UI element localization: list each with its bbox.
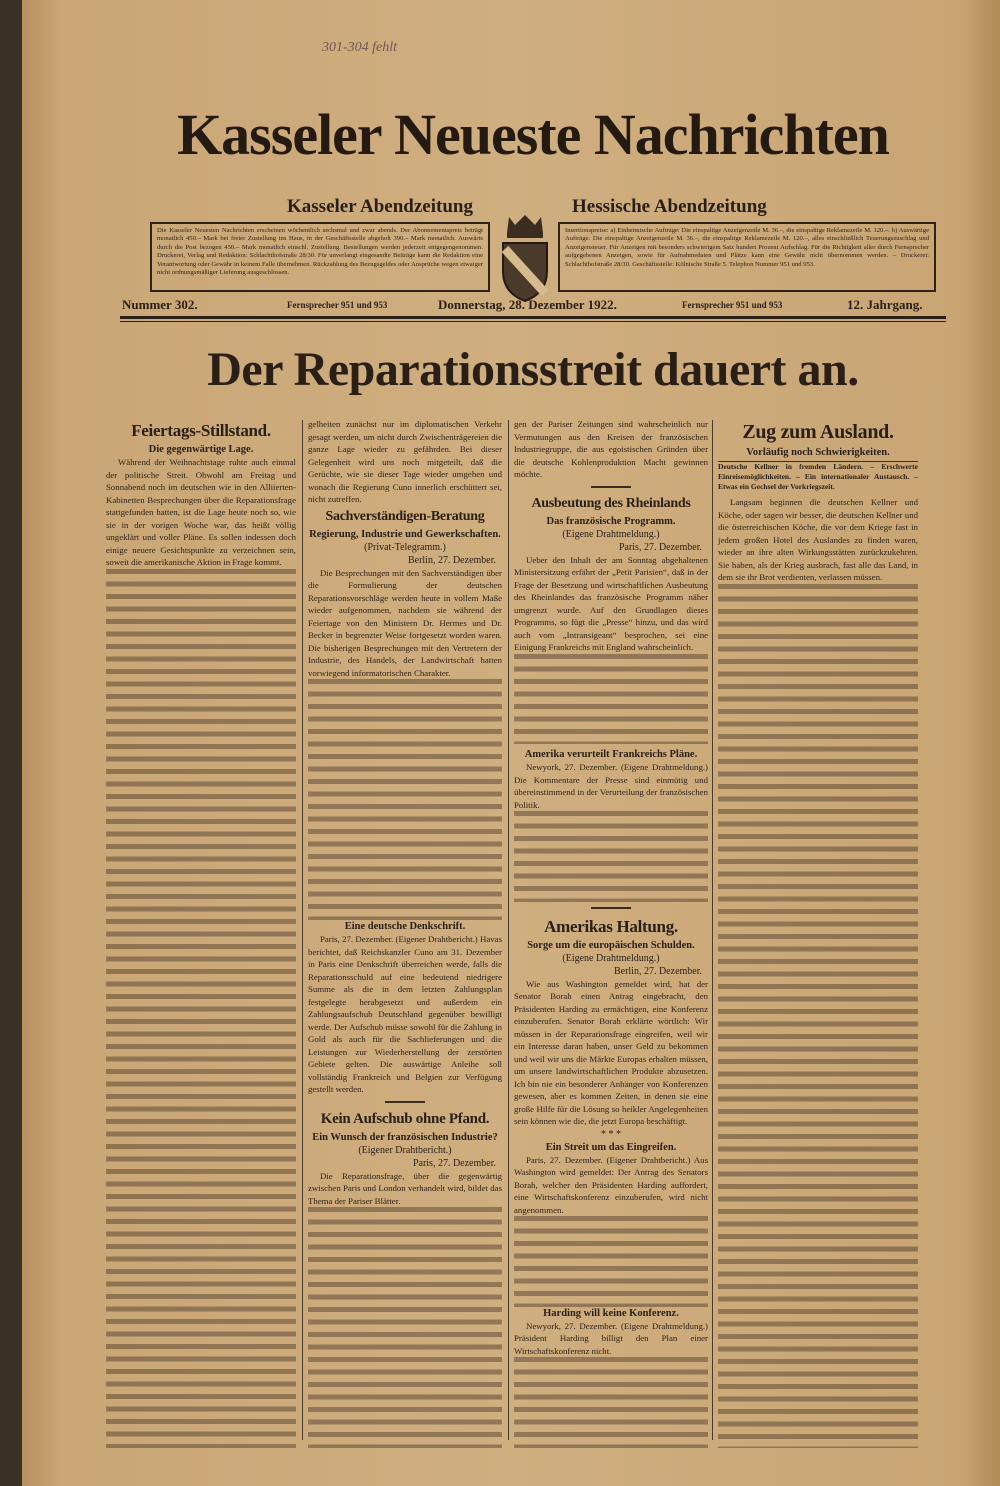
volume: 12. Jahrgang. [847,297,923,312]
issue-number: Nummer 302. [122,297,198,312]
article-source: (Eigene Drahtmeldung.) [562,528,660,540]
article-subtitle: Sorge um die europäischen Schulden. [527,939,695,951]
column-1 [106,418,296,1448]
article-dateline: Paris, 27. Dezember. [412,1157,496,1169]
phone-right: Fernsprecher 951 und 953 [682,300,783,310]
column-divider [508,420,509,1440]
article-title: Zug zum Ausland. [742,421,894,443]
article-body: gelheiten zunächst nur im diplomatischen Verkehr gesagt werden, um nicht durch Zwischenträgereien die ganze Lage wieder zu gefährden. Bei dieser Gelegenheit wird uns noch mitgeteilt, daß die Gerüchte, wie sie dieser Tage wieder umgehen und wonach die Regierung Cuno innerlich erschüttert sei, nicht zutreffen. [308,419,502,504]
article-body: Während der Weihnachtstage ruhte auch einmal der politische Streit. Obwohl am Freitag und Sonnabend noch im deutschen wie in den Alliierten-Kabinetten Besprechungen über die Reparationsfrage stattgefunden hatten, ist die Lage heute noch so, wie sie in der vorigen Woche war, das heißt völlig ungeklärt und voller Pläne. Es sollen indessen doch einige neuere Gesichtspunkte zu verzeichnen sein, soweit die amerikanische Aktion in Frage kommt. [106,457,296,567]
article-source: (Eigene Drahtmeldung.) [562,952,660,964]
article-title: Ausbeutung des Rheinlands [531,495,691,511]
article-title: Amerika verurteilt Frankreichs Pläne. [524,749,698,761]
article-body-continued [514,811,708,902]
column-2 [308,418,502,1448]
article-body: Newyork, 27. Dezember. (Eigene Drahtmeldung.) Die Kommentare der Presse sind einmütig und übereinstimmend in der Verurteilung der französischen Politik. [514,762,708,810]
column-4 [718,418,918,1448]
article-subtitle: Die gegenwärtige Lage. [148,444,254,455]
article-body-continued [106,569,296,1449]
coat-of-arms-icon [497,213,553,303]
masthead-rule [120,316,946,319]
column-divider [302,420,303,1440]
separator [591,907,631,909]
article-body: Langsam beginnen die deutschen Kellner und Köche, oder sagen wir besser, die deutschen Kellner und die österreichischen Köche, die vor dem Kriege fast in jedem großen Hotel des Auslandes zu finden waren, wieder an ihre alten Wirkungsstätten zurückzukehren. Sie haben, als der Krieg ausbrach, fast alle das Land, in dem sie ihr Brot verdienten, verlassen müssen. [718,497,918,582]
article-body: Die Besprechungen mit den Sachverständigen über die Formulierung der deutschen Reparationsvorschläge werden heute in vollem Maße wieder aufgenommen, nachdem sie während der Feiertage von den Ministern Dr. Hermes und Dr. Becker in begrenzter Weise fortgesetzt worden waren. Die bisherigen Besprechungen mit den Vertretern der Industrie, des Handels, der Landwirtschaft hatten vorwiegend informatorischen Charakter. [308,567,502,678]
article-body-continued [718,584,918,1449]
article-body-continued [308,1207,502,1448]
article-body: Wie aus Washington gemeldet wird, hat der Senator Borah einen Antrag eingebracht, den Präsidenten Harding zu ermächtigen, eine Konferenz einzuberufen. Senator Borah erklärte wörtlich: Wir müssen in der Reparationsfrage eingreifen, weil wir ein Interesse daran haben, unser Geld zu bekommen und weil wir uns die Märkte Europas erhalten müssen, um unsere landwirtschaftlichen Produkte abzusetzen. Ich bin nie ein besonderer Anhänger von Konferenzen gewesen, aber es kommen Zeiten, in denen sie eine große Hilfe für die Lösung so heikler Angelegenheiten sein können wie die, die jetzt Europa beschäftigt. [514,978,708,1127]
subscription-info-box: Die Kasseler Neuesten Nachrichten erscheinen wöchentlich sechsmal und zwar abends. Der Abonnementspreis beträgt monatlich 450.– Mark bei freier Zustellung ins Haus, in der Geschäftsstelle abgeholt 390.– Mark monatlich. Auswärts durch die Post bezogen 450.– Mark monatlich einschl. Zustellung. Bestellungen werden jederzeit entgegengenommen. Druckerei, Verlag und Redaktion: Schlachthofstraße 28/30. Für unverlangt eingesandte Beiträge kann die Redaktion eine Verantwortung oder Gewähr in keinem Falle übernehmen. Rückzahlung des Bezugsgeldes oder Ansprüche wegen etwaiger nicht ordnungsmäßiger Lieferung ausgeschlossen. [150,222,490,292]
article-subtitle: Das französische Programm. [546,515,676,527]
masthead-subtitle-right: Hessische Abendzeitung [572,196,767,217]
pencil-annotation: 301-304 fehlt [322,40,398,55]
article-subtitle: Ein Wunsch der französischen Industrie? [312,1131,498,1143]
article-body-continued [514,1357,708,1448]
article-title: Sachverständigen-Beratung [325,508,485,524]
article-subtitle: Vorläufig noch Schwierigkeiten. [746,447,890,458]
article-body: Die Reparationsfrage, über die gegenwärtig zwischen Paris und London verhandelt wird, bildet das Thema der Pariser Blätter. [308,1170,502,1206]
article-title: Feiertags-Stillstand. [131,421,271,440]
article-body-continued [514,1216,708,1307]
masthead-rule-thin [120,321,946,322]
article-body-continued [308,679,502,920]
column-divider [712,420,713,1440]
article-title: Amerikas Haltung. [544,916,678,936]
issue-date: Donnerstag, 28. Dezember 1922. [438,297,617,312]
masthead-title: Kasseler Neueste Nachrichten [177,102,889,167]
article-title: Harding will keine Konferenz. [543,1307,679,1319]
main-headline: Der Reparationsstreit dauert an. [207,343,859,396]
article-dateline: Berlin, 27. Dezember. [407,554,496,566]
separator [591,486,631,488]
advertising-rates-box: Insertionspreise: a) Einheimische Aufträge: Die einspaltige Anzeigenzeile M. 36.–, die einspaltige Reklamezeile M. 120.–. b) Auswärtige Aufträge: Die einspaltige Anzeigenzeile M. 36.–, die einspaltige Reklamezeile M. 120.–, alles einschließlich Teuerungszuschlag und Anzeigensteuer. Für Anzeigen mit besonders schwierigem Satz hundert Prozent Aufschlag. Für die Richtigkeit aller durch Fernsprecher aufgegebenen Anzeigen, sowie für Aufnahmedaten und Plätze kann eine Gewähr nicht übernommen werden. – Druckerei: Schlachthofstraße 28/30. Geschäftsstelle: Kölnische Straße 5. Telephon Nummer 951 und 953. [558,222,936,292]
article-dateline: Paris, 27. Dezember. [618,541,702,553]
article-body: Paris, 27. Dezember. (Eigener Drahtbericht.) Havas berichtet, daß Reichskanzler Cuno am 31. Dezember in Paris eine Denkschrift überreichen werde, falls die Reparationsschuld auf eine bedeutend niedrigere Summe als die in dem letzten Zahlungsplan festgelegte herabgesetzt und außerdem ein Zahlungsaufschub Deutschland gegenüber bewilligt werde. Der Aufschub müsse sowohl für die Zahlung in Gold als auch für die Sachlieferungen und die Leistungen zur Wiederherstellung der zerstörten Gebiete gelten. Die auswärtige Anleihe soll vollständig Frankreich und Belgien zur Verfügung gestellt werden. [308,934,502,1094]
masthead-subtitle-left: Kasseler Abendzeitung [287,196,473,217]
separator [385,1101,425,1103]
article-source: (Privat-Telegramm.) [364,541,446,553]
article-body: Newyork, 27. Dezember. (Eigene Drahtmeldung.) Präsident Harding billigt den Plan einer Wirtschaftskonferenz nicht. [514,1320,708,1356]
article-source: (Eigener Drahtbericht.) [358,1144,452,1156]
separator-stars: * * * [601,1128,621,1140]
article-summary: Deutsche Kellner in fremden Ländern. – Erschwerte Einreisemöglichkeiten. – Ein internationaler Austausch. – Etwas ein Gechsel der Vorkriegszeit. [718,462,918,491]
phone-left: Fernsprecher 951 und 953 [287,300,388,310]
article-title: Eine deutsche Denkschrift. [344,921,466,932]
article-title: Kein Aufschub ohne Pfand. [320,1110,490,1127]
article-title: Ein Streit um das Eingreifen. [545,1141,677,1153]
newspaper-page [22,0,1000,1486]
article-subtitle: Regierung, Industrie und Gewerkschaften. [309,528,501,540]
article-body-continued [514,654,708,745]
article-body: gen der Pariser Zeitungen sind wahrscheinlich nur Vermutungen aus den Kreisen der französischen Industriegruppe, die aus egoistischen Gründen über die deutsche Kohlenproduktion Macht gewinnen möchte. [514,419,708,479]
article-body: Paris, 27. Dezember. (Eigener Drahtbericht.) Aus Washington wird gemeldet: Der Antrag des Senators Borah, welcher den Präsidenten Harding auffordert, eine Wirtschaftskonferenz einzuberufen, wird nicht angenommen. [514,1154,708,1215]
article-dateline: Berlin, 27. Dezember. [613,965,702,977]
issue-info-line [122,297,944,315]
column-3 [514,418,708,1448]
article-body: Ueber den Inhalt der am Sonntag abgehaltenen Ministersitzung erfährt der „Petit Parisien“, daß in der Frage der Besetzung und wirtschaftlichen Ausbeutung des Rheinlandes das französische Programm näher umgrenzt wurde. Auf den Grundlagen dieses Programms, so fügt die „Presse“ hinzu, und das wird auch vom „Intransigeant“ besprochen, sei eine Einigung Frankreichs mit England wahrscheinlich. [514,554,708,652]
